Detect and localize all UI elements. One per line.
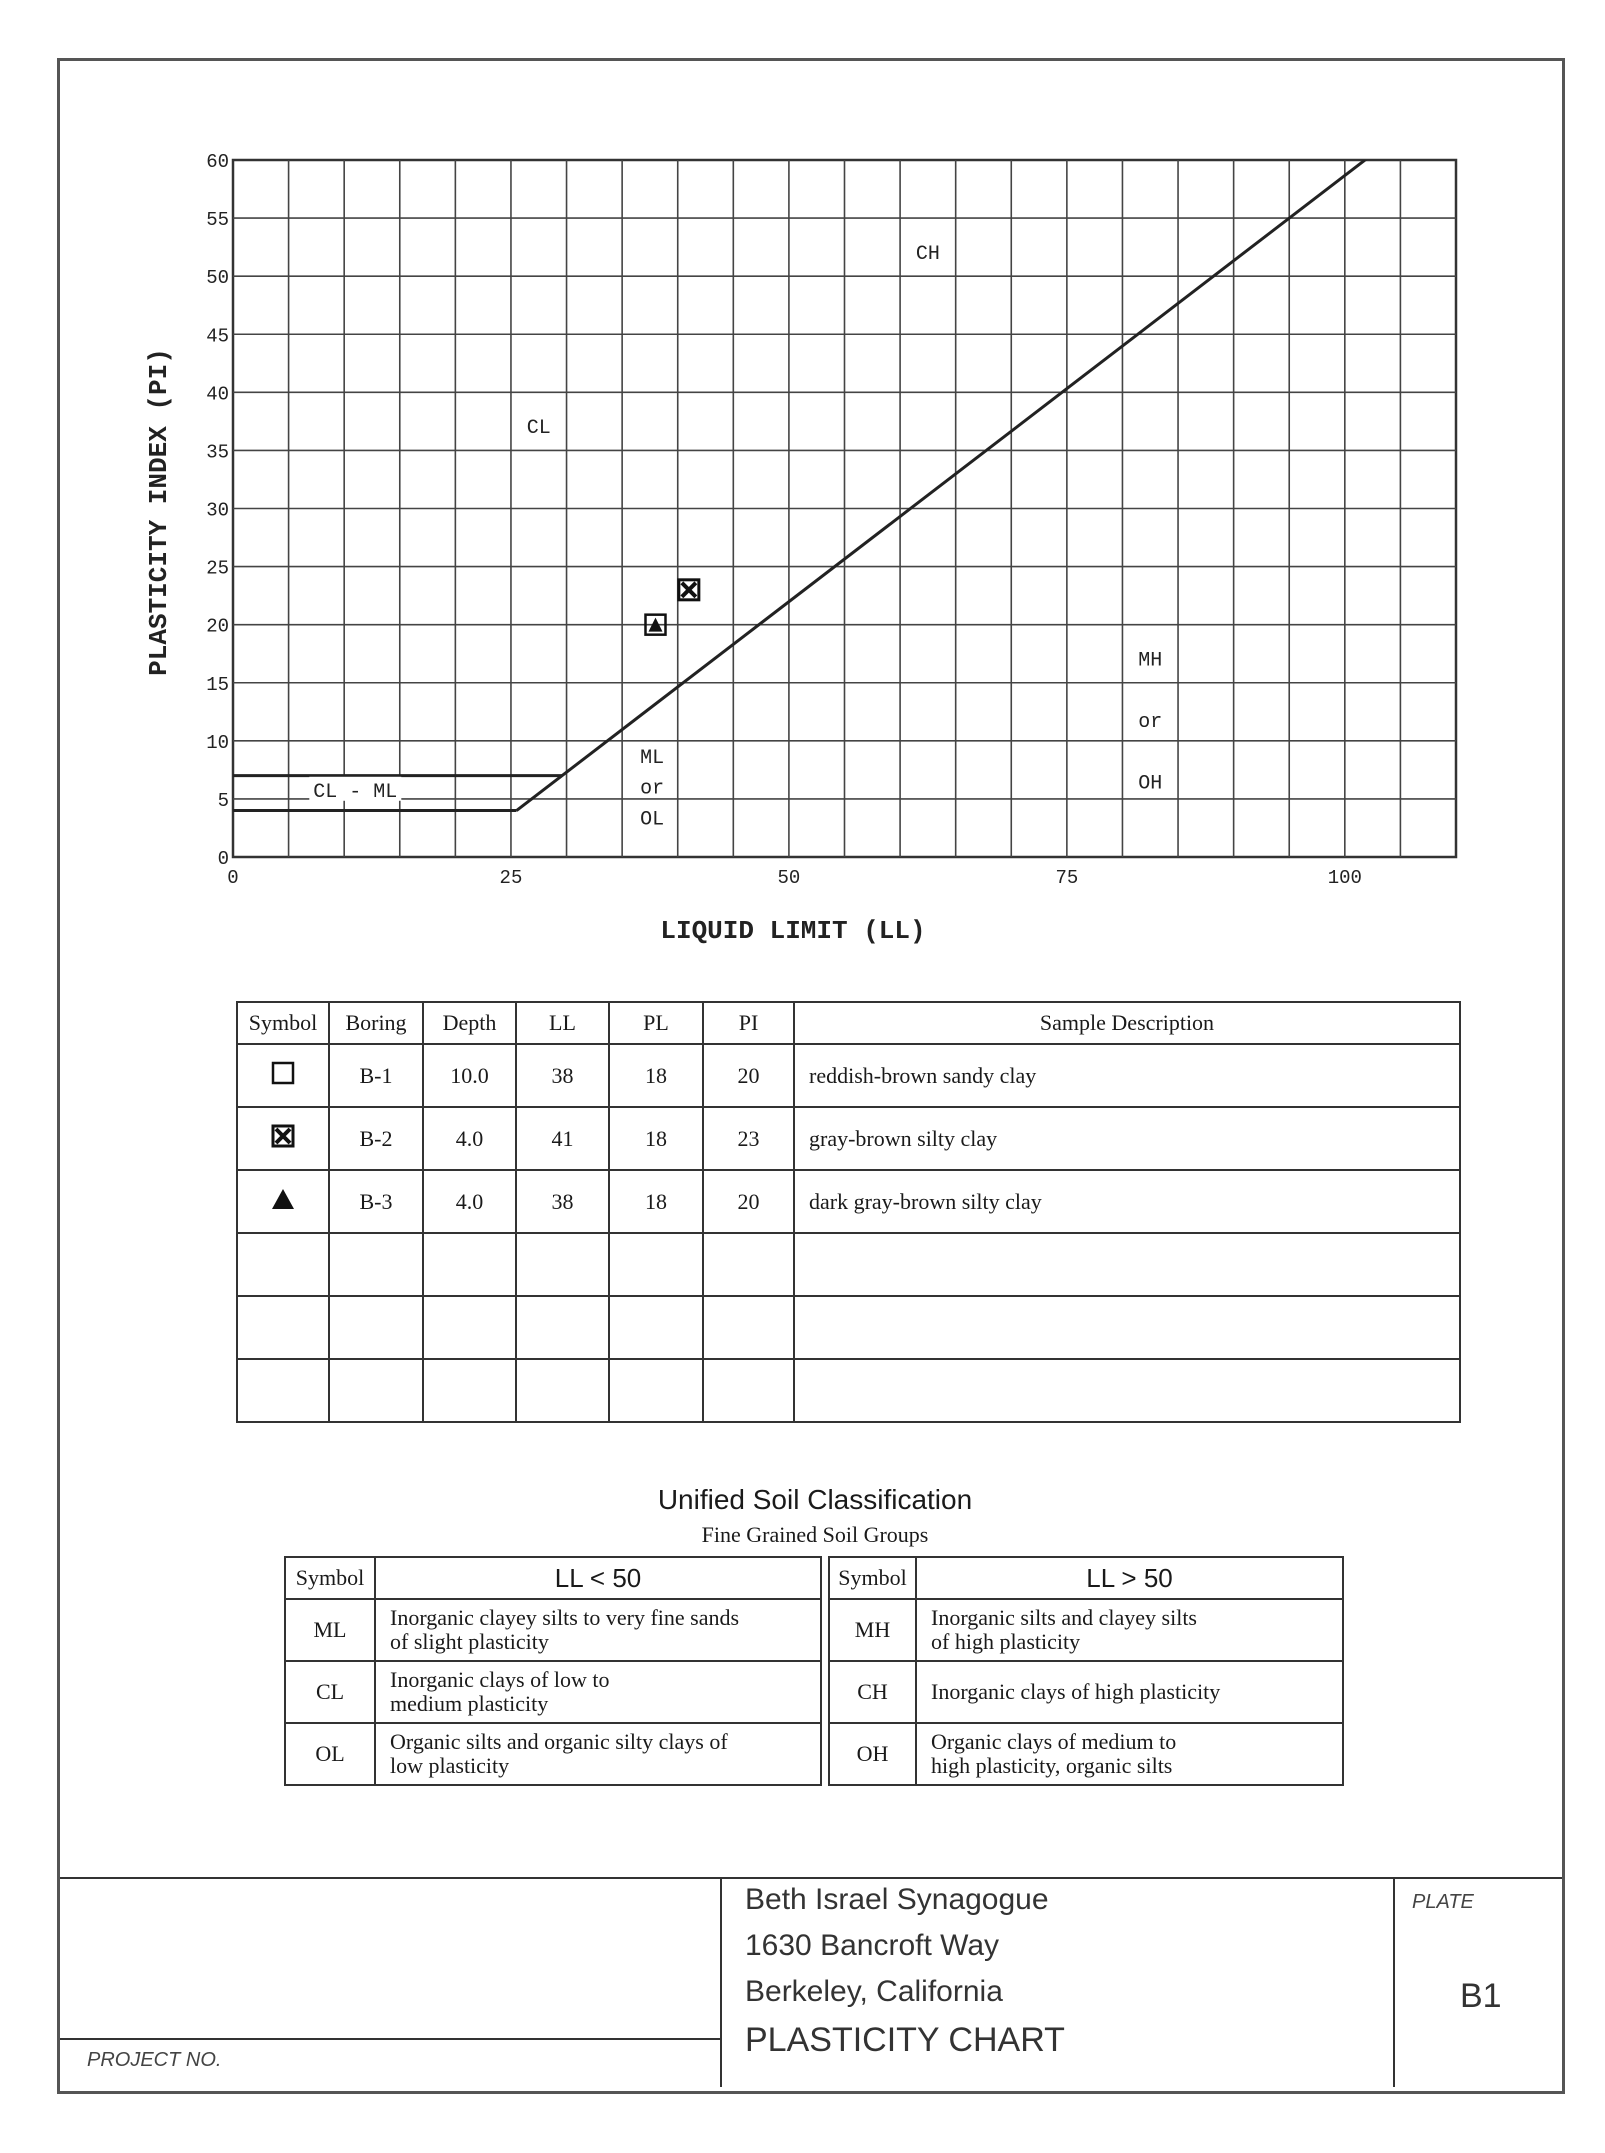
x-tick-label: 0 <box>227 867 239 889</box>
a-line <box>517 154 1373 810</box>
description-cell: gray-brown silty clay <box>794 1107 1460 1170</box>
uscs-subtitle: Fine Grained Soil Groups <box>701 1522 929 1547</box>
uscs-symbol: OL <box>285 1723 375 1785</box>
pi-cell: 20 <box>703 1044 794 1107</box>
uscs-row <box>285 1661 1343 1723</box>
depth-cell: 4.0 <box>423 1170 516 1233</box>
zone-labels <box>309 239 1166 832</box>
ll-cell: 38 <box>516 1170 609 1233</box>
uscs-symbol: ML <box>285 1599 375 1661</box>
zone-label: OH <box>1138 772 1163 796</box>
y-tick-label: 10 <box>206 731 229 754</box>
zone-label: or <box>640 777 665 801</box>
y-tick-label: 60 <box>206 151 229 173</box>
uscs-symbol: OH <box>829 1723 916 1785</box>
samples-table <box>236 1001 1461 1423</box>
col-ll: LL <box>516 1002 609 1044</box>
y-axis-label: PLASTICITY INDEX (PI) <box>144 348 174 676</box>
project-city: Berkeley, California <box>745 1975 1003 2008</box>
y-tick-label: 45 <box>206 325 229 348</box>
y-tick-labels <box>206 151 229 870</box>
y-tick-label: 40 <box>206 383 229 406</box>
table-row <box>237 1044 1460 1107</box>
uscs-description: Inorganic clays of low to medium plasticity <box>375 1661 821 1723</box>
table-row <box>237 1107 1460 1170</box>
description-cell: reddish-brown sandy clay <box>794 1044 1460 1107</box>
empty-row <box>237 1233 1460 1296</box>
col-depth: Depth <box>423 1002 516 1044</box>
uscs-symbol: MH <box>829 1599 916 1661</box>
x-tick-label: 100 <box>1327 867 1362 889</box>
data-points <box>645 580 698 635</box>
uscs-symbol: CH <box>829 1661 916 1723</box>
pl-cell: 18 <box>609 1044 703 1107</box>
description-cell: dark gray-brown silty clay <box>794 1170 1460 1233</box>
ll-cell: 38 <box>516 1044 609 1107</box>
ll-cell: 41 <box>516 1107 609 1170</box>
pi-cell: 20 <box>703 1170 794 1233</box>
boring-cell: B-1 <box>329 1044 423 1107</box>
plate-number: B1 <box>1460 1977 1502 2015</box>
symbol-square-icon <box>237 1044 329 1107</box>
uscs-right-header: LL > 50 <box>916 1557 1343 1599</box>
uscs-right-symbol-header: Symbol <box>829 1557 916 1599</box>
uscs-title: Unified Soil Classification <box>657 1484 973 1515</box>
project-address: 1630 Bancroft Way <box>745 1929 1000 1962</box>
boring-cell: B-3 <box>329 1170 423 1233</box>
x-axis-label: LIQUID LIMIT (LL) <box>660 916 926 946</box>
x-tick-labels <box>227 867 1362 889</box>
y-tick-label: 15 <box>206 673 229 696</box>
y-tick-label: 20 <box>206 615 229 638</box>
uscs-description: Organic clays of medium to high plasticity, organic silts <box>916 1723 1343 1785</box>
title-block <box>60 1877 1562 2087</box>
y-tick-label: 0 <box>217 848 229 870</box>
uscs-row <box>285 1723 1343 1785</box>
symbol-square-x-icon <box>237 1107 329 1170</box>
project-name: Beth Israel Synagogue <box>745 1883 1049 1916</box>
drawing-title: PLASTICITY CHART <box>745 2021 1065 2059</box>
samples-header-row <box>237 1002 1460 1044</box>
uscs-description: Organic silts and organic silty clays of low plasticity <box>375 1723 821 1785</box>
uscs-description: Inorganic clayey silts to very fine sands of slight plasticity <box>375 1599 821 1661</box>
col-pi: PI <box>703 1002 794 1044</box>
table-row <box>237 1170 1460 1233</box>
uscs-symbol: CL <box>285 1661 375 1723</box>
uscs-left-symbol-header: Symbol <box>285 1557 375 1599</box>
pl-cell: 18 <box>609 1170 703 1233</box>
classification-lines <box>233 154 1373 810</box>
uscs-header-row <box>285 1557 1343 1599</box>
y-tick-label: 25 <box>206 557 229 580</box>
plasticity-chart <box>0 0 1605 960</box>
uscs-description: Inorganic clays of high plasticity <box>916 1661 1343 1723</box>
y-tick-label: 50 <box>206 267 229 290</box>
uscs-left-header: LL < 50 <box>375 1557 821 1599</box>
zone-label: CH <box>915 242 940 266</box>
col-description: Sample Description <box>794 1002 1460 1044</box>
uscs-row <box>285 1599 1343 1661</box>
zone-label: CL - ML <box>313 780 398 804</box>
zone-label: or <box>1138 711 1163 735</box>
boring-cell: B-2 <box>329 1107 423 1170</box>
depth-cell: 4.0 <box>423 1107 516 1170</box>
col-pl: PL <box>609 1002 703 1044</box>
y-tick-label: 35 <box>206 441 229 464</box>
depth-cell: 10.0 <box>423 1044 516 1107</box>
empty-row <box>237 1296 1460 1359</box>
x-tick-label: 25 <box>499 867 523 889</box>
zone-label: ML <box>640 747 665 771</box>
col-boring: Boring <box>329 1002 423 1044</box>
x-tick-label: 50 <box>777 867 801 889</box>
plot-grid <box>233 160 1456 857</box>
project-number-label: PROJECT NO. <box>87 2049 222 2071</box>
plate-label: PLATE <box>1412 1891 1474 1913</box>
uscs-table <box>284 1556 1344 1786</box>
col-symbol: Symbol <box>237 1002 329 1044</box>
x-tick-label: 75 <box>1055 867 1079 889</box>
pi-cell: 23 <box>703 1107 794 1170</box>
symbol-triangle-icon <box>237 1170 329 1233</box>
zone-label: CL <box>526 417 551 441</box>
y-tick-label: 55 <box>206 209 229 232</box>
zone-label: OL <box>640 808 665 832</box>
uscs-description: Inorganic silts and clayey silts of high plasticity <box>916 1599 1343 1661</box>
y-tick-label: 30 <box>206 499 229 522</box>
empty-row <box>237 1359 1460 1422</box>
pl-cell: 18 <box>609 1107 703 1170</box>
y-tick-label: 5 <box>217 789 229 812</box>
zone-label: MH <box>1138 649 1163 673</box>
